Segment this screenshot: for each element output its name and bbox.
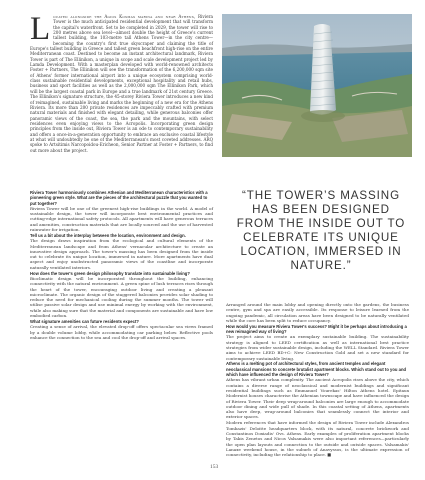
answer-3: Bioclimatic design will be incorporated throughout the building, enhancing connectivity with the natural environment. A green spine of lush terraces rises through the heart of the tower, encouraging outdoor living and creating a pleasant microclimate. The organic design of the staggered balconies provides solar shading to reduce the need for mechanical cooling during the summer months. The tower will utilise passive solar design and use minimal energy by working with the environment, while also making sure that the material and components are sustainable and have low embodied carbon.: [30, 275, 213, 319]
intro-lead: ocated alongside the Agios Kosmas marina and near Athens,: [53, 14, 196, 19]
answer-continued: Arranged around the main lobby and opening directly onto the gardens, the business centre, gym and spa are easily accessible. Its response to leisure learned from the ongoing pandemic, all circulation areas have been designed to be naturally ventilated while the core has been split to reduce occupancy.: [226, 302, 409, 323]
answer-1: Riviera Tower will be one of the greenest high-rise buildings in the world. A model of sustainable design, the tower will incorporate best environmental practices and cutting-edge international safety protocols. All apartments will have generous terraces and amenities, construction materials that are locally sourced and the use of harvested rainwater for irrigation.: [30, 205, 213, 233]
riviera-tower-photo: [222, 14, 412, 157]
question-3: How does the tower's green design philosophy translate into sustainable living?: [30, 270, 190, 276]
question-4: What signature amenities can future residents expect?: [30, 318, 139, 324]
question-1: Riviera Tower harmoniously combines Athenian and Mediterranean characteristics with a pioneering green style. What are the pieces of the architectural puzzle that you wanted to put together?: [30, 190, 208, 206]
answer-2: The design draws inspiration from the ecological and cultural elements of the Mediterranean landscape and from Athens' vernacular architecture to create an innovative design approach. The tower's massing has been designed from the inside out to celebrate its unique location, immersed in nature. More apartments have dual aspect and enjoy unobstructed panoramic views of the coastline and incorporate naturally ventilated interiors.: [30, 238, 213, 270]
qa-left-column: [30, 190, 213, 341]
drop-cap: L: [30, 11, 51, 47]
answer-4: Creating a sense of arrival, the elevated drop-off offers spectacular sea views framed by a double volume lobby, while accommodating car parking below. Reflective pools enhance the connection to the sea and cool the drop-off and arrival spaces.: [30, 324, 213, 340]
question-6: Athens is a melting pot of architectural styles, from ancient temples and elegant neoclassical mansions to concrete brutalist apartment blocks. Which stand out to you and which have influenced the design of Riviera Tower?: [226, 361, 407, 378]
aerial-coast-image: [222, 14, 412, 157]
answer-5: The project aims to create an exemplary sustainable building. The sustainability strategy is aligned to LEED certification as well as international best practice strategies from wider sustainable design, including the WELL Standard. Riviera Tower aims to achieve LEED BD+C: New Construction Gold and set a new standard for contemporary sustainable living.: [226, 334, 409, 361]
page-number: 153: [210, 464, 219, 470]
answer-6: Athens has vibrant urban complexity. The ancient Acropolis rises above the city, which contains a diverse range of neoclassical and modernist buildings and significant residential buildings such as Emmanuel Vourekas' Hilton Athens hotel. Epitaux Modernist houses characterise the Athenian townscape and have influenced the design of Riviera Tower. Their deep wrap-around balconies are large enough to accommodate outdoor dining and wide pull of shade. In this coastal setting of Athens, apartments also have deep, wrap-around balconies that seamlessly connect the interior and exterior spaces.: [226, 377, 409, 420]
intro-text: Riviera Tower is the much anticipated residential development that will transform the capital's waterfront. Set to be completed in 2029, the tower will rise to 200 metres above sea level—almost double the height of Greece's current tallest building, the 103-metre tall Athens Tower—in the city centre—becoming the country's first true skyscraper and claiming the title of Europe's tallest building in Greece and tallest green beachfront high-rise on the entire Mediterranean coast. Destined to become an instant architectural landmark, Riviera Tower is part of The Ellinikon, a unique in scope and scale development project led by Lamda Development. With a masterplan developed with world-renowned architects Foster + Partners, The Ellinikon will see the transformation of the 6,200,000 sqm site of Athens' former international airport into a unique ecosystem comprising world-class sustainable residential developments, exceptional hospitality and retail hubs, business and sport facilities as well as the 2,000,000 sqm The Ellinikon Park, which will be the largest coastal park in Europe and a true landmark of 21st century Greece. The Ellinikon's signature structure, the 45-storey Riviera Tower introduces a new kind of reimagined, sustainable living and marks the beginning of a new era for the Athens Riviera. Its more than 200 private residences are impeccably crafted with premium natural materials and finished with elegant detailing, while generous balconies offer panoramic views of the coast, the sea, the park and the mountains, with select residences even enjoying views to the Acropolis. Incorporating green design principles from the inside out, Riviera Tower is an ode to contemporary sustainability and offers a once-in-a-generation opportunity to embrace an exclusive coastal lifestyle at what will undoubtedly be one of the Mediterranean's most coveted addresses. ARQ spoke to Artsitimis Narcopoidou-Ericheon, Senior Partner at Foster + Partners, to find out more about the project.: [30, 14, 213, 153]
answer-7: Modern references that have informed the design of Riviera Tower include Alexandros Tombazis' Deloitte headquarters block, with its natural, concrete brickwork and Constantinos Doxiadis' Ovs. Athens. Early examples of proliferation apartment blocks by Takis Zenetos and Nicos Valsamakis were also important references—particularly the open plan layouts and connection to the outside and outside spaces. Valsamakis' Lanaxe weekend house, in the suburb of Anavyssos, is the ultimate expression of connectivity, including the relationship to place. ■: [226, 420, 409, 458]
question-5: How would you measure Riviera Tower's success? Might it be perhaps about introducing a new reimagined way of living?: [226, 323, 407, 335]
qa-right-column: [226, 302, 409, 458]
intro-paragraph: [30, 11, 213, 153]
pull-quote: “THE TOWER’S MASSING HAS BEEN DESIGNED FROM THE INSIDE OUT TO CELEBRATE ITS UNIQUE LOCATION, IMMERSED IN NATURE.”: [236, 189, 406, 273]
question-2: Tell us a bit about the interplay between the location, environment and design.: [30, 232, 186, 238]
